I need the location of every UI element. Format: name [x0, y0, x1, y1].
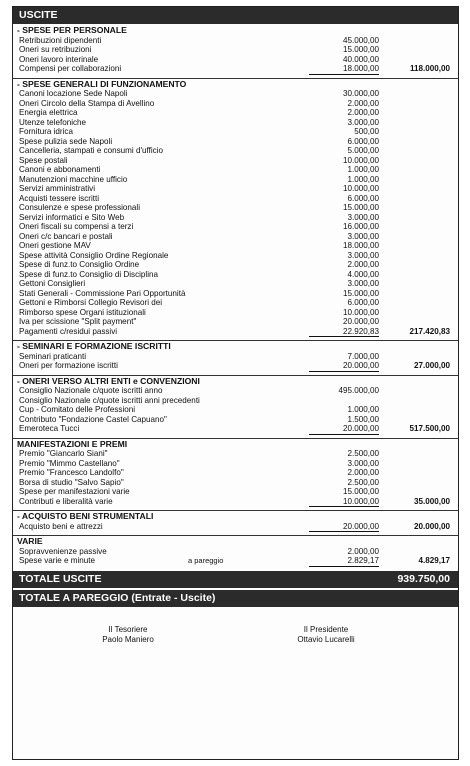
line-item-amount: 3.000,00 — [347, 279, 379, 288]
line-item-amount: 15.000,00 — [342, 45, 379, 54]
line-item-amount: 22.920,83 — [309, 327, 379, 338]
line-item-label: Consiglio Nazionale c/quote iscritti anni precedenti — [19, 395, 200, 405]
line-item — [13, 415, 458, 425]
line-item-amount: 10.000,00 — [342, 155, 379, 165]
line-item — [13, 241, 458, 251]
line-item — [13, 449, 458, 459]
line-item-amount: 2.000,00 — [347, 468, 379, 477]
line-item-amount: 10.000,00 — [342, 184, 379, 193]
line-item — [13, 108, 458, 118]
president-name: Ottavio Lucarelli — [297, 634, 355, 644]
line-item-amount: 3.000,00 — [347, 250, 379, 260]
line-item — [13, 45, 458, 55]
line-item-label: Iva per scissione "Split payment" — [19, 317, 137, 326]
uscite-header — [13, 7, 458, 24]
line-item-amount: 30.000,00 — [342, 89, 379, 98]
line-item — [13, 64, 458, 74]
line-item-amount: 6.000,00 — [347, 193, 379, 203]
treasurer-signature — [53, 625, 203, 645]
line-item-label: Consulenze e spese professionali — [19, 203, 141, 212]
line-item-label: Spese pulizia sede Napoli — [19, 136, 113, 146]
line-item — [13, 298, 458, 308]
line-item-label: Spese attività Consiglio Ordine Regionale — [19, 250, 169, 260]
line-item — [13, 279, 458, 289]
section-title: - SPESE PER PERSONALE — [17, 25, 127, 35]
line-item-amount: 10.000,00 — [342, 307, 379, 317]
line-item-amount: 1.000,00 — [347, 165, 379, 174]
line-item — [13, 175, 458, 185]
section-title: - SEMINARI E FORMAZIONE ISCRITTI — [17, 341, 171, 351]
line-item-label: Cancelleria, stampati e consumi d'ufficio — [19, 146, 164, 155]
line-item-label: Gettoni e Rimborsi Collegio Revisori dei — [19, 298, 163, 307]
line-item — [13, 260, 458, 270]
line-item-label: Borsa di studio "Salvo Sapio" — [19, 477, 124, 487]
section-block — [13, 25, 458, 77]
line-item — [13, 361, 458, 371]
line-item — [13, 194, 458, 204]
line-item-amount: 495.000,00 — [338, 386, 379, 395]
line-item-amount: 3.000,00 — [347, 458, 379, 468]
line-item-amount: 10.000,00 — [309, 497, 379, 508]
line-item-label: Acquisti tessere iscritti — [19, 193, 100, 203]
section-subtotal: 20.000,00 — [413, 521, 450, 531]
line-item-label: Premio "Giancarlo Siani" — [19, 449, 108, 458]
line-item-label: Oneri gestione MAV — [19, 241, 91, 250]
line-item-amount: 20.000,00 — [309, 522, 379, 533]
line-item-amount: 20.000,00 — [309, 361, 379, 372]
line-item-label: Seminari praticanti — [19, 351, 87, 361]
section-subtotal: 4.829,17 — [418, 556, 450, 565]
section-subtotal: 27.000,00 — [413, 361, 450, 370]
line-item-amount: 20.000,00 — [309, 424, 379, 435]
line-item-amount: 2.000,00 — [347, 260, 379, 269]
line-item-amount: 16.000,00 — [342, 222, 379, 231]
line-item-label: Oneri per formazione iscritti — [19, 361, 118, 370]
line-item — [13, 327, 458, 337]
line-item-label: Stati Generali - Commissione Pari Opportunità — [19, 288, 186, 298]
line-item-label: Cup - Comitato delle Professioni — [19, 405, 136, 414]
line-item — [13, 547, 458, 557]
line-item-label: Oneri lavoro interinale — [19, 54, 99, 64]
line-item-label: Manutenzioni macchine ufficio — [19, 174, 128, 184]
line-item — [13, 459, 458, 469]
line-item — [13, 317, 458, 327]
line-item-amount: 1.000,00 — [347, 174, 379, 184]
line-item-amount: 2.000,00 — [347, 98, 379, 108]
line-item — [13, 405, 458, 415]
section-block — [13, 510, 458, 534]
line-item-amount: 2.829,17 — [309, 556, 379, 567]
line-item-amount: 3.000,00 — [347, 212, 379, 222]
line-item-label: Premio "Mimmo Castellano" — [19, 458, 120, 468]
section-subtotal: 217.420,83 — [409, 326, 450, 336]
line-item-label: Oneri su retribuzioni — [19, 45, 92, 54]
line-item-amount: 2.500,00 — [347, 449, 379, 458]
line-item-label: Servizi amministrativi — [19, 184, 96, 193]
section-block — [13, 535, 458, 569]
line-item-amount: 6.000,00 — [347, 136, 379, 146]
line-item-amount: 6.000,00 — [347, 298, 379, 307]
line-item-label: Sopravvenienze passive — [19, 546, 107, 556]
line-item — [13, 468, 458, 478]
line-item-amount: 500,00 — [354, 127, 379, 136]
treasurer-name: Paolo Maniero — [102, 634, 154, 644]
line-item-label: Emeroteca Tucci — [19, 424, 80, 433]
line-item — [13, 184, 458, 194]
line-item-amount: 3.000,00 — [347, 231, 379, 241]
line-item-label: Contributo "Fondazione Castel Capuano" — [19, 414, 167, 424]
section-subtotal: 35.000,00 — [413, 496, 450, 506]
totale-pareggio-bar — [13, 590, 458, 607]
line-item-label: Rimborso spese Organi istituzionali — [19, 307, 146, 317]
line-item-amount: 40.000,00 — [342, 54, 379, 64]
line-item-label: Spese per manifestazioni varie — [19, 487, 130, 496]
section-block — [13, 78, 458, 340]
line-item — [13, 487, 458, 497]
line-item — [13, 118, 458, 128]
line-item-note: a pareggio — [188, 556, 224, 565]
section-title: - ONERI VERSO ALTRI ENTI e CONVENZIONI — [17, 375, 200, 386]
line-item — [13, 222, 458, 232]
line-item-label: Fornitura idrica — [19, 127, 73, 136]
line-item-label: Premio "Francesco Landolfo" — [19, 468, 124, 477]
line-item-label: Spese varie e minute — [19, 556, 96, 565]
line-item — [13, 156, 458, 166]
line-item-label: Acquisto beni e attrezzi — [19, 521, 103, 531]
line-item — [13, 55, 458, 65]
line-item-label: Oneri Circolo della Stampa di Avellino — [19, 98, 155, 108]
line-item-amount: 1.000,00 — [347, 405, 379, 414]
line-item-label: Energia elettrica — [19, 108, 78, 117]
sections-container — [13, 25, 458, 569]
line-item-amount: 7.000,00 — [347, 351, 379, 361]
section-block — [13, 375, 458, 437]
line-item-label: Canoni locazione Sede Napoli — [19, 89, 128, 98]
line-item — [13, 424, 458, 434]
line-item — [13, 497, 458, 507]
totale-uscite-label: TOTALE USCITE — [19, 572, 102, 585]
line-item — [13, 522, 458, 532]
line-item — [13, 213, 458, 223]
uscite-title: USCITE — [19, 9, 58, 21]
line-item-label: Oneri fiscali su compensi a terzi — [19, 222, 134, 231]
section-subtotal: 517.500,00 — [409, 424, 450, 433]
line-item — [13, 146, 458, 156]
line-item — [13, 352, 458, 362]
line-item — [13, 137, 458, 147]
line-item-label: Consiglio Nazionale c/quote iscritti anno — [19, 386, 163, 395]
line-item — [13, 478, 458, 488]
line-item-label: Spese di funz.to Consiglio Ordine — [19, 260, 140, 269]
line-item-amount: 18.000,00 — [342, 241, 379, 250]
line-item-label: Contributi e liberalità varie — [19, 496, 113, 506]
line-item-label: Utenze telefoniche — [19, 117, 87, 127]
line-item-amount: 3.000,00 — [347, 117, 379, 127]
section-title: VARIE — [17, 536, 43, 546]
president-signature — [251, 625, 401, 645]
line-item — [13, 270, 458, 280]
signatures-area — [13, 607, 458, 667]
line-item — [13, 308, 458, 318]
line-item-amount: 15.000,00 — [342, 487, 379, 496]
line-item-label: Servizi informatici e Sito Web — [19, 212, 125, 222]
totale-uscite-bar — [13, 571, 458, 588]
president-role: Il Presidente — [303, 624, 349, 634]
line-item-label: Compensi per collaborazioni — [19, 64, 122, 73]
section-title: MANIFESTAZIONI E PREMI — [17, 438, 128, 449]
line-item — [13, 251, 458, 261]
line-item — [13, 165, 458, 175]
line-item-label: Canoni e abbonamenti — [19, 165, 101, 174]
line-item-amount: 18.000,00 — [309, 64, 379, 75]
line-item-amount: 1.500,00 — [347, 414, 379, 424]
section-title: - SPESE GENERALI DI FUNZIONAMENTO — [17, 78, 187, 89]
line-item-label: Spese postali — [19, 155, 68, 165]
line-item — [13, 36, 458, 46]
line-item-amount: 4.000,00 — [347, 269, 379, 279]
budget-sheet — [12, 6, 459, 760]
line-item-label: Spese di funz.to Consiglio di Disciplina — [19, 269, 159, 279]
line-item-amount: 45.000,00 — [342, 35, 379, 45]
line-item — [13, 89, 458, 99]
totale-pareggio-label: TOTALE A PAREGGIO (Entrate - Uscite) — [19, 591, 216, 604]
totale-uscite-value: 939.750,00 — [397, 572, 450, 585]
line-item — [13, 396, 458, 406]
line-item-amount: 2.500,00 — [347, 477, 379, 487]
line-item-amount: 5.000,00 — [347, 146, 379, 155]
section-subtotal: 118.000,00 — [409, 64, 450, 73]
line-item-amount: 15.000,00 — [342, 203, 379, 212]
line-item-label: Pagamenti c/residui passivi — [19, 326, 118, 336]
section-block — [13, 340, 458, 374]
line-item — [13, 556, 458, 566]
section-block — [13, 438, 458, 510]
line-item — [13, 289, 458, 299]
line-item-amount: 20.000,00 — [342, 317, 379, 326]
line-item-label: Retribuzioni dipendenti — [19, 35, 102, 45]
section-title: - ACQUISTO BENI STRUMENTALI — [17, 511, 154, 521]
line-item — [13, 127, 458, 137]
line-item — [13, 386, 458, 396]
line-item — [13, 232, 458, 242]
line-item-amount: 2.000,00 — [347, 546, 379, 556]
treasurer-role: Il Tesoriere — [108, 624, 148, 634]
line-item-label: Gettoni Consiglieri — [19, 279, 86, 288]
line-item-amount: 15.000,00 — [342, 288, 379, 298]
line-item-label: Oneri c/c bancari e postali — [19, 231, 113, 241]
line-item-amount: 2.000,00 — [347, 108, 379, 117]
line-item — [13, 99, 458, 109]
line-item — [13, 203, 458, 213]
